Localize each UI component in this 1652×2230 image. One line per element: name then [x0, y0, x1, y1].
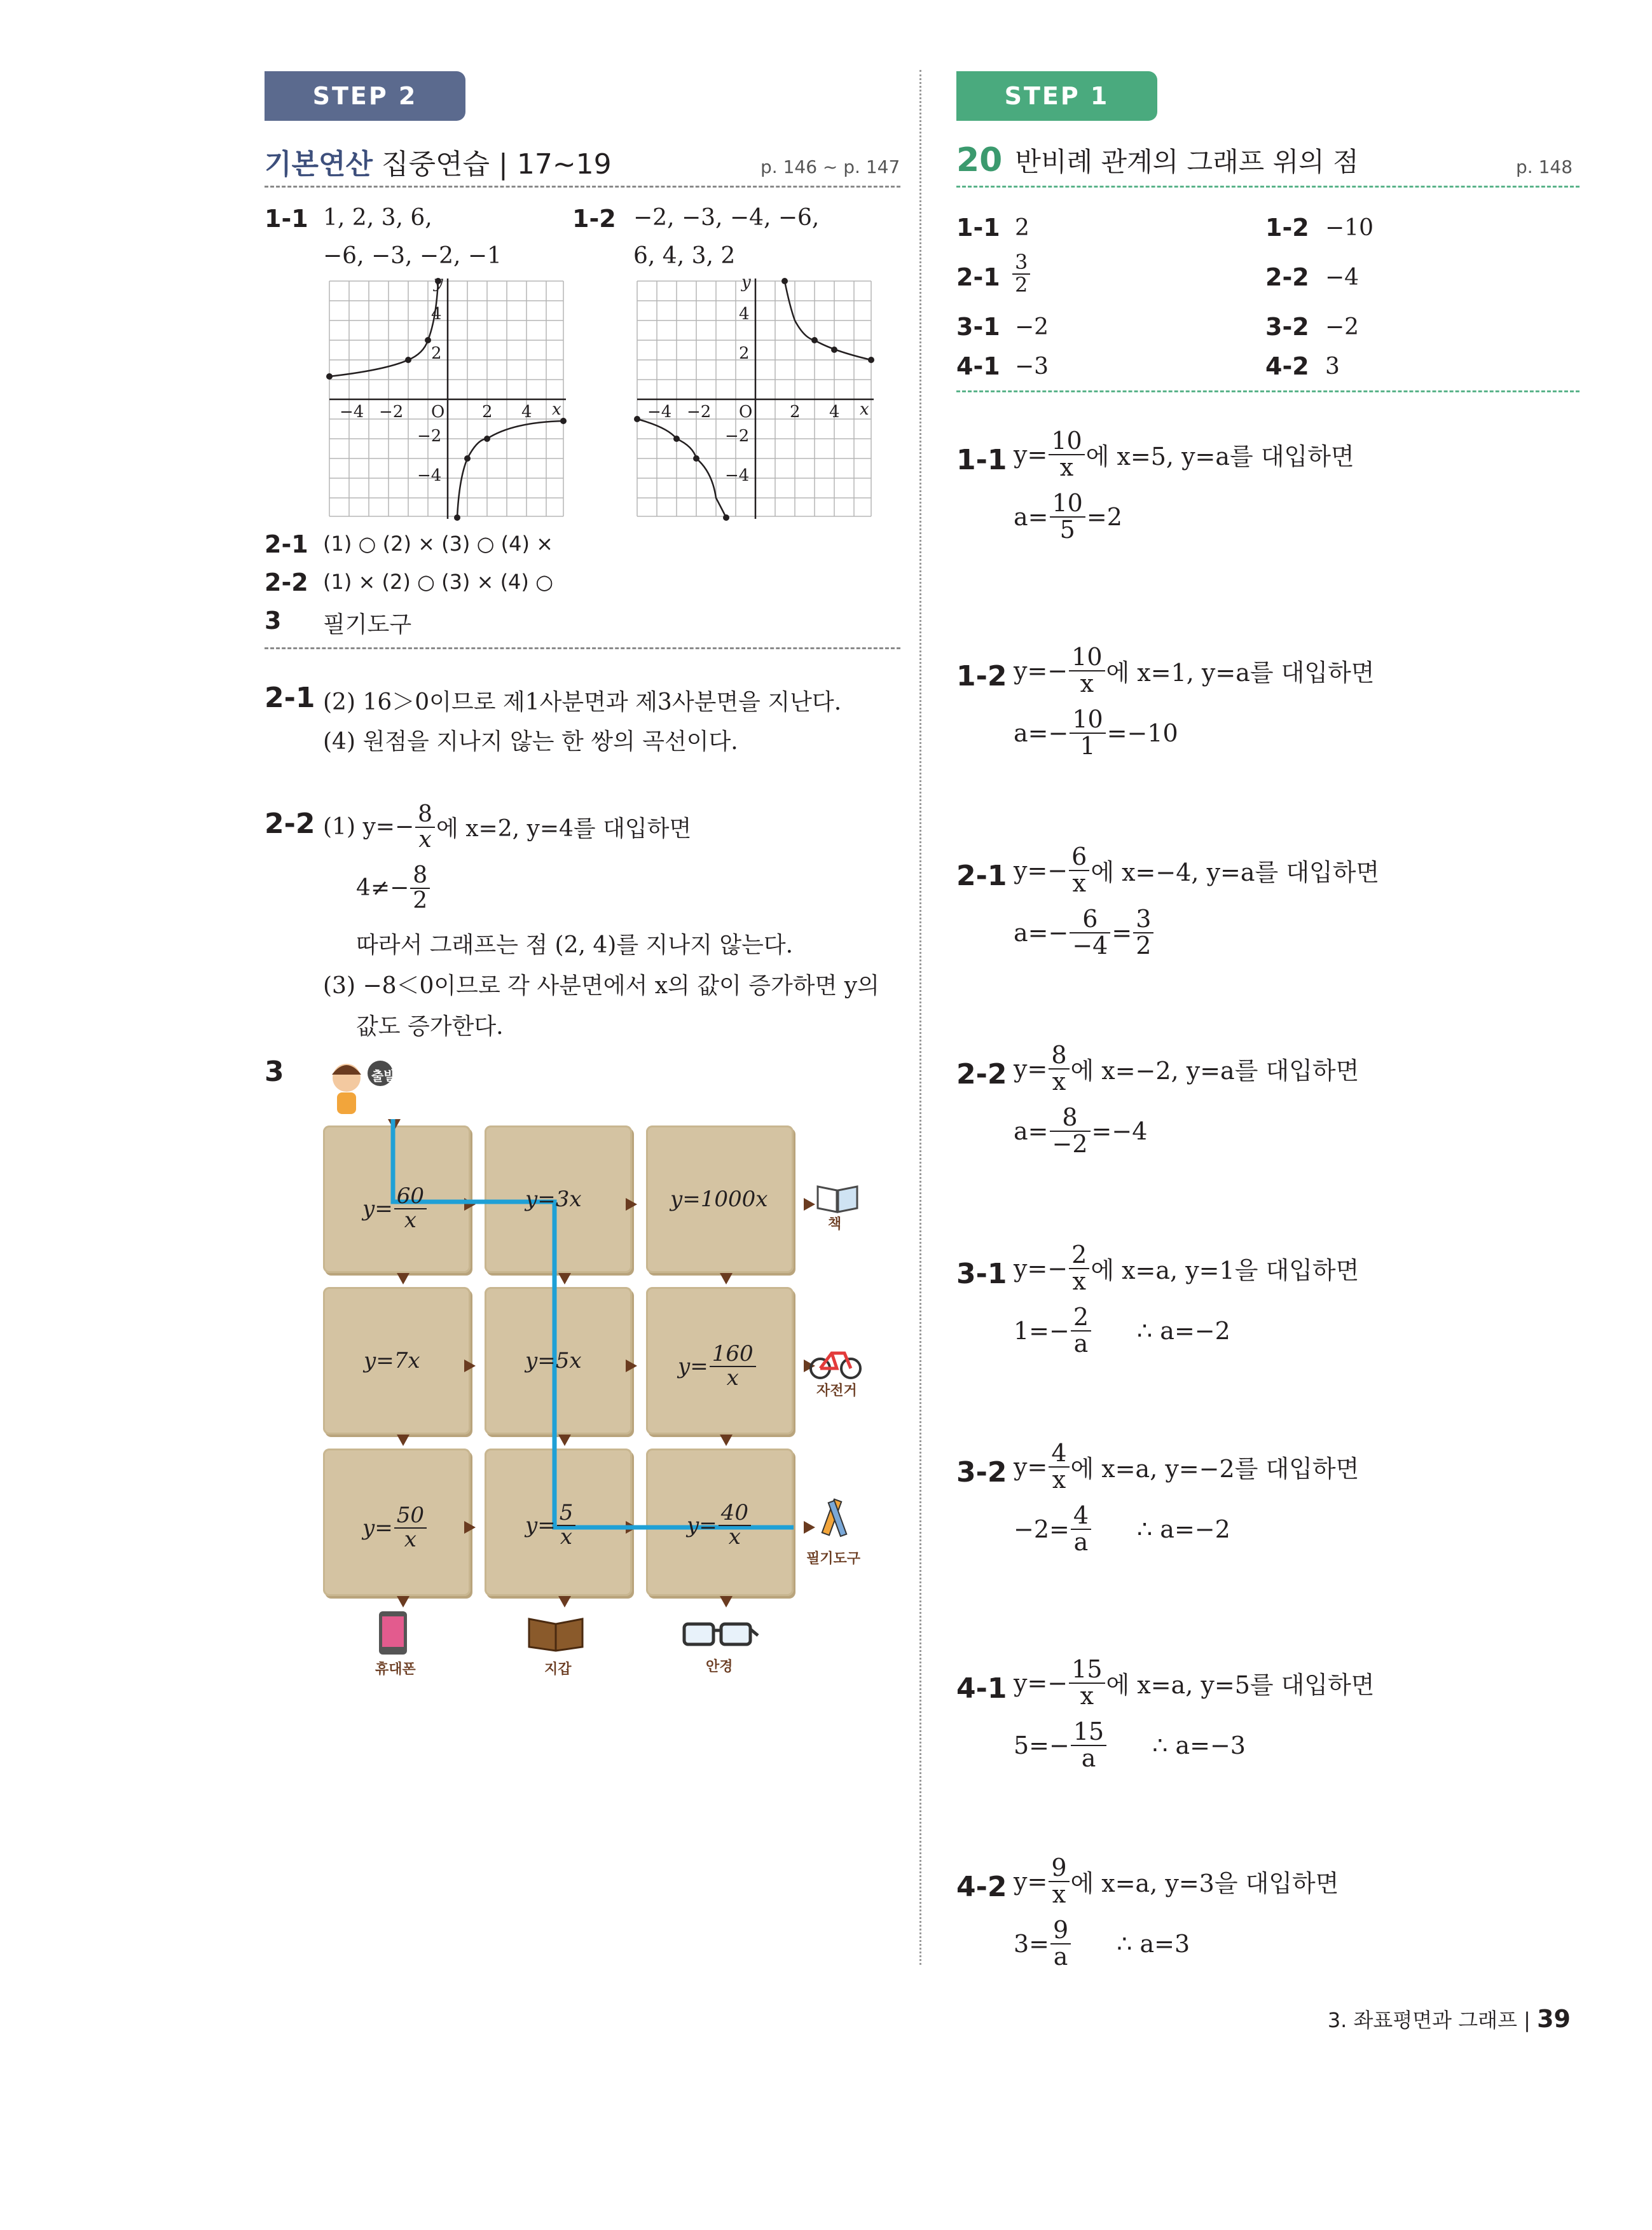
- glasses-icon: [679, 1618, 761, 1653]
- ans-1-2-value: −10: [1325, 215, 1373, 241]
- exp-line1-prefix: y=: [1014, 1054, 1048, 1083]
- exp2-2-line2: [356, 864, 431, 913]
- graph-1-2-axis-x: x: [860, 400, 869, 419]
- exp-line2-result: ∴ a=−2: [1137, 1515, 1230, 1543]
- exp-line2-frac: [1050, 1918, 1071, 1970]
- step2-title-rest: 집중연습 | 17~19: [382, 148, 612, 181]
- step1-number: 20: [956, 141, 1003, 179]
- footer-page-number: 39: [1537, 2005, 1571, 2033]
- q1-2-line1: −2, −3, −4, −6,: [633, 205, 820, 231]
- frac-den: x: [1072, 1267, 1086, 1295]
- tile-frac: [394, 1504, 427, 1551]
- graph-1-1-tick-ym4: −4: [417, 466, 442, 485]
- frac-num: 5: [557, 1502, 576, 1526]
- exp-2-2-line1: [1014, 1043, 1359, 1095]
- exp-line1-prefix: y=−: [1014, 1254, 1068, 1283]
- book-label: 책: [828, 1216, 842, 1232]
- ans-4-2-label: 4-2: [1265, 352, 1309, 380]
- graph-1-2-tick-xm2: −2: [687, 403, 712, 422]
- frac-den: x: [1052, 1067, 1066, 1096]
- ans-2-2-value: −4: [1325, 265, 1359, 291]
- ans-2-1-frac: [1012, 252, 1030, 296]
- frac-num: 8: [1050, 1105, 1091, 1132]
- tile-frac: [710, 1343, 756, 1389]
- exp-line2-frac: [1071, 1305, 1091, 1357]
- frac-den: x: [1052, 1880, 1066, 1908]
- exp-line1-frac: [1069, 1657, 1105, 1709]
- graph-1-1-curve-q2: [329, 281, 438, 376]
- tile-frac: [394, 1185, 427, 1232]
- exp-2-1-line1: [1014, 844, 1379, 897]
- frac-num: 3: [1133, 907, 1153, 933]
- frac-num: 60: [394, 1185, 427, 1209]
- graph-1-2-tick-x4: 4: [829, 403, 840, 422]
- exp-line2-suffix: =−10: [1106, 719, 1178, 747]
- exp-line2-suffix: =: [1112, 918, 1132, 947]
- exp-4-2-line2: [1014, 1918, 1190, 1970]
- graph-1-2-curve-q3: [637, 419, 726, 518]
- frac-num: 8: [1049, 1043, 1069, 1070]
- frac-num: 10: [1069, 645, 1105, 671]
- graph-1-2-axis-y: y: [741, 275, 751, 292]
- exp-line1-frac: [1069, 1242, 1089, 1295]
- step2-title-bold: 기본연산: [265, 148, 373, 181]
- bicycle-icon: [809, 1343, 862, 1381]
- exp-4-2-label: 4-2: [956, 1871, 1007, 1903]
- exp-1-2-line2: [1014, 707, 1178, 759]
- exp-line1-frac: [1069, 844, 1089, 897]
- exp-4-2-line1: [1014, 1855, 1339, 1908]
- ans-1-2-label: 1-2: [1265, 214, 1309, 242]
- exp-4-1-line1: [1014, 1657, 1375, 1709]
- q3-answer: 필기도구: [323, 612, 412, 638]
- exp-2-2-label: 2-2: [956, 1058, 1007, 1091]
- exp-line2-frac2: [1133, 907, 1153, 959]
- step1-page-ref: p. 148: [1516, 156, 1573, 177]
- frac-den: x: [1072, 869, 1086, 897]
- tile-pre: y=: [687, 1512, 717, 1538]
- exp-line1-suffix: 에 x=a, y=3을 대입하면: [1070, 1869, 1339, 1898]
- graph-1-2-tick-ym4: −4: [725, 466, 750, 485]
- graph-1-2-axes: [637, 279, 874, 519]
- ans-3-2-label: 3-2: [1265, 313, 1309, 341]
- exp-line2-prefix: a=−: [1014, 918, 1069, 947]
- exp-line1-suffix: 에 x=a, y=1을 대입하면: [1091, 1256, 1359, 1285]
- maze-tile-1-label: [362, 1185, 428, 1232]
- frac-num: 2: [1069, 1242, 1089, 1269]
- ans-4-1-value: −3: [1015, 354, 1049, 380]
- maze-tile-6-label: [678, 1343, 757, 1389]
- frac-num: 10: [1070, 707, 1105, 734]
- exp-1-2-label: 1-2: [956, 660, 1007, 692]
- exp-3-2-line1: [1014, 1441, 1359, 1493]
- exp-line2-suffix: =2: [1086, 502, 1122, 531]
- frac-num: 160: [710, 1343, 756, 1367]
- graph-1-1-origin: O: [431, 403, 445, 422]
- frac-den: −2: [1052, 1129, 1088, 1158]
- frac-num: 9: [1049, 1855, 1069, 1882]
- exp-1-1-line1: [1014, 429, 1354, 481]
- graph-1-1: [322, 275, 570, 523]
- graph-1-2-tick-y4: 4: [739, 305, 750, 324]
- exp-line2-prefix: a=−: [1014, 719, 1069, 747]
- exp-3-1-line2: [1014, 1305, 1230, 1357]
- q2-1-label: 2-1: [265, 530, 308, 558]
- frac-den: x: [1080, 1681, 1094, 1710]
- exp2-2-line2-frac: [410, 864, 430, 913]
- frac-num: 4: [1049, 1441, 1069, 1468]
- exp-line1-prefix: y=: [1014, 1867, 1048, 1896]
- exp-1-1-label: 1-1: [956, 444, 1007, 476]
- frac-den: 2: [1015, 272, 1028, 297]
- exp2-2-line1-frac: [415, 802, 435, 852]
- maze-tile-9-label: [687, 1502, 752, 1548]
- exp-line2-frac: [1050, 1105, 1091, 1157]
- q1-2-line2: 6, 4, 3, 2: [633, 243, 736, 269]
- frac-num: 6: [1070, 907, 1110, 933]
- exp-line1-prefix: y=: [1014, 1452, 1048, 1481]
- exp-line2-suffix: =−4: [1091, 1117, 1148, 1145]
- q1-1-line1: 1, 2, 3, 6,: [323, 205, 432, 231]
- graph-1-2-tick-y2: 2: [739, 344, 750, 363]
- frac-den: x: [560, 1524, 573, 1550]
- exp2-2-line2-prefix: 4≠−: [356, 875, 410, 902]
- exp-2-1-label: 2-1: [956, 860, 1007, 892]
- graph-1-1-tick-y2: 2: [431, 344, 442, 363]
- frac-num: 10: [1049, 429, 1084, 455]
- q1-2-label: 1-2: [572, 205, 616, 233]
- graph-1-2-tick-ym2: −2: [725, 427, 750, 446]
- ans-2-1-label: 2-1: [956, 263, 1000, 291]
- graph-1-1-curve-q4: [457, 421, 563, 518]
- exp-line1-suffix: 에 x=5, y=a를 대입하면: [1085, 443, 1354, 471]
- exp-line1-frac: [1049, 429, 1084, 481]
- exp-4-1-line2: [1014, 1719, 1246, 1772]
- exp-line2-prefix: 5=−: [1014, 1731, 1070, 1759]
- ans-2-1-value: [1011, 252, 1031, 296]
- maze-tile-5-label: y=5x: [525, 1348, 582, 1373]
- ans-1-1-value: 2: [1015, 215, 1029, 241]
- graph-1-1-tick-ym2: −2: [417, 427, 442, 446]
- frac-den: a: [1073, 1527, 1089, 1556]
- wallet-label: 지갑: [544, 1662, 572, 1677]
- exp2-2-line1: [323, 802, 691, 852]
- exp-4-1-label: 4-1: [956, 1672, 1007, 1705]
- pencil-icon: [813, 1497, 853, 1546]
- frac-den: 2: [1136, 931, 1152, 960]
- tile-frac: [557, 1502, 576, 1548]
- maze-tile-2-label: y=3x: [525, 1187, 582, 1212]
- exp-line2-prefix: 1=−: [1014, 1316, 1070, 1345]
- exp-line1-prefix: y=−: [1014, 656, 1068, 685]
- exp-line2-frac: [1071, 1719, 1106, 1772]
- q3-label: 3: [265, 607, 282, 635]
- exp-line1-frac: [1049, 1855, 1069, 1908]
- step2-badge: STEP 2: [265, 71, 465, 121]
- exp-line2-prefix: −2=: [1014, 1515, 1070, 1543]
- exp-line2-prefix: a=: [1014, 502, 1049, 531]
- maze-tile-7-label: [362, 1504, 428, 1551]
- q2-2-answer: (1) × (2) ○ (3) × (4) ○: [323, 570, 553, 594]
- exp-line1-prefix: y=−: [1014, 1669, 1068, 1697]
- phone-icon: [374, 1609, 412, 1657]
- exp2-1-line2: (4) 원점을 지나지 않는 한 쌍의 곡선이다.: [323, 729, 738, 755]
- frac-num: 8: [410, 864, 430, 889]
- ans-4-2-value: 3: [1325, 354, 1340, 380]
- graph-1-2-tick-x2: 2: [790, 403, 801, 422]
- frac-den: x: [1059, 453, 1074, 481]
- q2-1-answer: (1) ○ (2) × (3) ○ (4) ×: [323, 532, 553, 556]
- frac-num: 15: [1069, 1657, 1105, 1684]
- maze-tile-4-label: y=7x: [364, 1348, 420, 1373]
- maze-start-label: 출발: [371, 1068, 396, 1084]
- frac-den: −4: [1072, 931, 1108, 960]
- tile-pre: y=: [678, 1353, 708, 1379]
- maze-tile-3-label: y=1000x: [670, 1187, 768, 1212]
- wallet-icon: [525, 1613, 586, 1653]
- exp-line1-prefix: y=: [1014, 440, 1048, 469]
- ans-2-2-label: 2-2: [1265, 263, 1309, 291]
- frac-num: 3: [1012, 252, 1030, 275]
- maze-tile-8-label: [525, 1502, 577, 1548]
- graph-1-1-tick-xm2: −2: [379, 403, 404, 422]
- exp-2-1-line2: [1014, 907, 1155, 959]
- frac-num: 2: [1071, 1305, 1091, 1332]
- frac-den: 5: [1059, 515, 1075, 544]
- frac-num: 9: [1050, 1918, 1071, 1944]
- graph-1-1-tick-x4: 4: [521, 403, 532, 422]
- exp-line1-suffix: 에 x=a, y=−2를 대입하면: [1070, 1455, 1359, 1483]
- exp-line2-frac: [1070, 707, 1105, 759]
- pencil-label: 필기도구: [806, 1551, 861, 1567]
- ans-3-1-value: −2: [1015, 314, 1049, 340]
- frac-num: 50: [394, 1504, 427, 1529]
- ans-1-1-label: 1-1: [956, 214, 1000, 242]
- frac-num: 8: [415, 802, 435, 828]
- exp-1-2-line1: [1014, 645, 1375, 697]
- frac-den: a: [1081, 1744, 1096, 1772]
- exp-line1-frac: [1049, 1043, 1069, 1095]
- graph-1-1-axis-y: y: [434, 275, 443, 292]
- graph-1-1-axis-x: x: [552, 400, 561, 419]
- frac-num: 4: [1071, 1503, 1091, 1530]
- exp-line1-suffix: 에 x=a, y=5를 대입하면: [1106, 1671, 1375, 1700]
- exp-line2-prefix: a=: [1014, 1117, 1049, 1145]
- ans-3-2-value: −2: [1325, 314, 1359, 340]
- q1-1-line2: −6, −3, −2, −1: [323, 243, 502, 269]
- exp-3-1-line1: [1014, 1242, 1359, 1295]
- frac-num: 6: [1069, 844, 1089, 871]
- exp-line1-suffix: 에 x=−2, y=a를 대입하면: [1070, 1057, 1359, 1085]
- page-footer: [1328, 2004, 1571, 2034]
- exp2-1-line1: (2) 16＞0이므로 제1사분면과 제3사분면을 지난다.: [323, 689, 842, 715]
- exp-1-1-line2: [1014, 491, 1122, 543]
- ans-4-1-label: 4-1: [956, 352, 1000, 380]
- frac-num: 40: [719, 1502, 751, 1526]
- frac-den: 2: [413, 887, 428, 914]
- exp2-2-line3: 따라서 그래프는 점 (2, 4)를 지나지 않는다.: [356, 932, 794, 958]
- exp-3-2-label: 3-2: [956, 1456, 1007, 1489]
- frac-den: x: [418, 826, 432, 853]
- phone-label: 휴대폰: [375, 1662, 416, 1677]
- exp2-2-line5: 값도 증가한다.: [356, 1014, 504, 1040]
- exp-line2-result: ∴ a=3: [1117, 1929, 1190, 1958]
- ans-3-1-label: 3-1: [956, 313, 1000, 341]
- step1-badge: STEP 1: [956, 71, 1157, 121]
- step1-title-text: 반비례 관계의 그래프 위의 점: [1015, 146, 1359, 177]
- step1-answers-divider: [956, 390, 1580, 392]
- step2-title-divider: [265, 186, 900, 188]
- tile-frac: [719, 1502, 751, 1548]
- graph-1-2-tick-xm4: −4: [647, 403, 672, 422]
- q2-2-label: 2-2: [265, 568, 308, 596]
- exp2-2-label: 2-2: [265, 808, 315, 840]
- bicycle-label: 자전거: [816, 1383, 857, 1399]
- graph-1-1-axes: [329, 279, 566, 519]
- graph-1-1-tick-x2: 2: [482, 403, 493, 422]
- step1-title: [956, 141, 1359, 179]
- graph-1-1-tick-y4: 4: [431, 305, 442, 324]
- exp-line1-frac: [1069, 645, 1105, 697]
- tile-pre: y=: [362, 1515, 393, 1541]
- exp-line2-frac: [1070, 907, 1110, 959]
- exp-3-1-label: 3-1: [956, 1258, 1007, 1290]
- glasses-label: 안경: [706, 1659, 733, 1675]
- step2-page-ref: p. 146 ~ p. 147: [761, 156, 900, 177]
- frac-den: x: [726, 1365, 739, 1391]
- exp-line1-prefix: y=−: [1014, 856, 1068, 884]
- footer-chapter: 3. 좌표평면과 그래프 |: [1327, 2008, 1531, 2032]
- frac-den: a: [1053, 1942, 1068, 1971]
- step1-title-divider: [956, 186, 1580, 188]
- frac-den: 1: [1080, 731, 1096, 760]
- exp2-2-line1-suffix: 에 x=2, y=4를 대입하면: [436, 816, 692, 843]
- exp-line2-prefix: 3=: [1014, 1929, 1050, 1958]
- book-icon: [815, 1180, 860, 1215]
- frac-num: 15: [1071, 1719, 1106, 1746]
- graph-1-2-origin: O: [739, 403, 753, 422]
- exp-line2-result: ∴ a=−2: [1137, 1316, 1230, 1345]
- exp-line1-frac: [1049, 1441, 1069, 1493]
- frac-den: x: [1052, 1465, 1066, 1494]
- exp-line1-suffix: 에 x=−4, y=a를 대입하면: [1091, 858, 1380, 887]
- frac-den: a: [1073, 1329, 1089, 1358]
- answers-divider: [265, 647, 900, 649]
- maze-label: 3: [265, 1056, 284, 1088]
- exp2-2-line1-prefix: (1) y=−: [323, 814, 415, 841]
- step2-title: [265, 141, 612, 182]
- exp-line2-result: ∴ a=−3: [1152, 1731, 1246, 1759]
- frac-den: x: [404, 1207, 416, 1233]
- exp-line2-frac: [1050, 491, 1085, 543]
- exp-line1-suffix: 에 x=1, y=a를 대입하면: [1106, 659, 1375, 687]
- tile-pre: y=: [362, 1195, 393, 1222]
- q1-1-label: 1-1: [265, 205, 308, 233]
- frac-num: 10: [1050, 491, 1085, 518]
- exp-2-2-line2: [1014, 1105, 1147, 1157]
- tile-pre: y=: [525, 1512, 556, 1538]
- frac-den: x: [404, 1526, 416, 1552]
- graph-1-1-tick-xm4: −4: [340, 403, 364, 422]
- column-divider: [919, 70, 921, 1965]
- graph-1-2: [630, 275, 878, 523]
- frac-den: x: [1080, 669, 1094, 698]
- frac-den: x: [728, 1524, 741, 1550]
- exp-3-2-line2: [1014, 1503, 1230, 1555]
- exp2-2-line4: (3) −8＜0이므로 각 사분면에서 x의 값이 증가하면 y의: [323, 973, 879, 999]
- exp2-1-label: 2-1: [265, 682, 315, 714]
- exp-line2-frac: [1071, 1503, 1091, 1555]
